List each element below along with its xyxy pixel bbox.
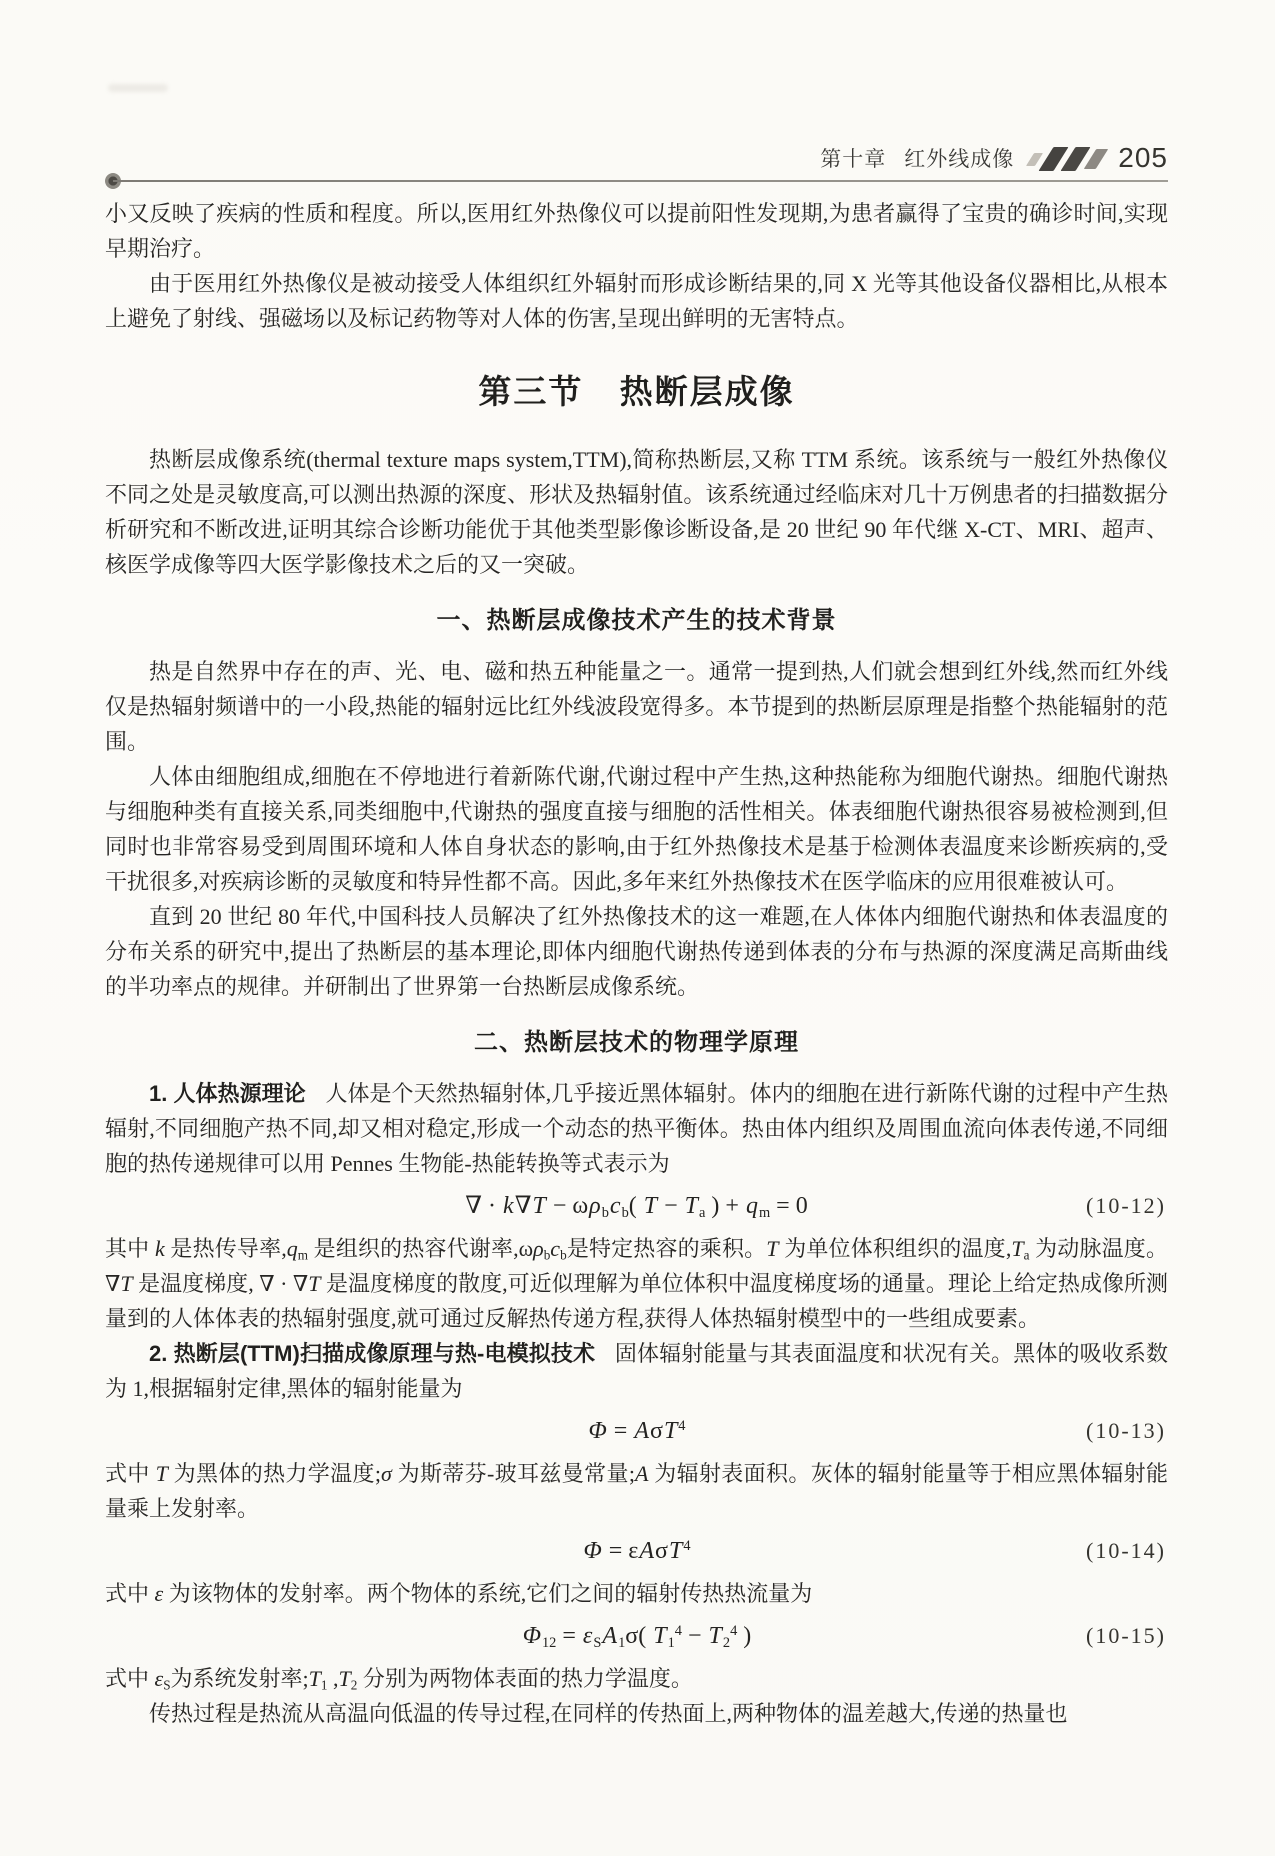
section-title-text: 热断层成像 bbox=[619, 373, 795, 410]
slash-mark-icon bbox=[1084, 149, 1108, 169]
equation-formula: Φ = εAσT$^4$ bbox=[583, 1538, 691, 1564]
paragraph: 式中 T 为黑体的热力学温度;σ 为斯蒂芬-玻耳兹曼常量;A 为辐射表面积。灰体的辐射能量等于相应黑体辐射能量乘上发射率。 bbox=[105, 1461, 1168, 1521]
paragraph bbox=[105, 1336, 1168, 1406]
equation bbox=[105, 1186, 1168, 1226]
paragraph: 人体由细胞组成,细胞在不停地进行着新陈代谢,代谢过程中产生热,这种热能称为细胞代谢热。细胞代谢热与细胞种类有直接关系,同类细胞中,代谢热的强度直接与细胞的活性相关。体表细胞代谢热很容易被检测到,但同时也非常容易受到周围环境和人体自身状态的影响,由于红外热像技术是基于检测体表温度来诊断疾病的,受干扰很多,对疾病诊断的灵敏度和特异性都不高。因此,多年来红外热像技术在医学临床的应用很难被认可。 bbox=[105, 764, 1168, 894]
paragraph: 小又反映了疾病的性质和程度。所以,医用红外热像仪可以提前阳性发现期,为患者赢得了宝贵的确诊时间,实现早期治疗。 bbox=[105, 201, 1168, 261]
paragraph: 传热过程是热流从高温向低温的传导过程,在同样的传热面上,两种物体的温差越大,传递的热量也 bbox=[149, 1701, 1068, 1726]
header-rule bbox=[113, 180, 1168, 182]
paragraph: 由于医用红外热像仪是被动接受人体组织红外辐射而形成诊断结果的,同 X 光等其他设备仪器相比,从根本上避免了射线、强磁场以及标记药物等对人体的伤害,呈现出鲜明的无害特点。 bbox=[105, 271, 1168, 331]
paragraph bbox=[105, 1076, 1168, 1181]
slash-mark-icon bbox=[1026, 153, 1043, 166]
equation-formula: $\Phi_{12} = \varepsilon_SA_1\sigma$( $T_1^4 - T_2^4$ ) bbox=[522, 1623, 752, 1652]
equation bbox=[105, 1411, 1168, 1451]
paragraph-text: 固体辐射能量与其表面温度和状况有关。黑体的吸收系数为 1,根据辐射定律,黑体的辐射能量为 bbox=[105, 1341, 1168, 1401]
paragraph: 直到 20 世纪 80 年代,中国科技人员解决了红外热像技术的这一难题,在人体体内细胞代谢热和体表温度的分布关系的研究中,提出了热断层的基本理论,即体内细胞代谢热传递到体表的分布与热源的深度满足高斯曲线的半功率点的规律。并研制出了世界第一台热断层成像系统。 bbox=[105, 904, 1168, 999]
page-body bbox=[105, 196, 1168, 1731]
paragraph: 热断层成像系统(thermal texture maps system,TTM),简称热断层,又称 TTM 系统。该系统与一般红外热像仪不同之处是灵敏度高,可以测出热源的深度、形状及热辐射值。该系统通过经临床对几十万例患者的扫描数据分析研究和不断改进,证明其综合诊断功能优于其他类型影像诊断设备,是 20 世纪 90 年代继 X-CT、MRI、超声、核医学成像等四大医学影像技术之后的又一突破。 bbox=[105, 447, 1168, 577]
list-item-lead: 1. 人体热源理论 bbox=[149, 1081, 306, 1106]
running-head bbox=[820, 143, 1014, 173]
equation-number: (10-14) bbox=[1086, 1538, 1166, 1563]
equation-number: (10-12) bbox=[1086, 1193, 1166, 1218]
page-header bbox=[105, 142, 1168, 186]
subsection-heading: 一、热断层成像技术产生的技术背景 bbox=[436, 607, 837, 634]
scan-artifact bbox=[108, 84, 168, 92]
paragraph: 式中 $\varepsilon_S$为系统发射率$;T_1$ $,T_2$ 分别为两物体表面的热力学温度。 bbox=[105, 1666, 693, 1693]
section-heading bbox=[105, 370, 1168, 414]
equation-number: (10-15) bbox=[1086, 1623, 1166, 1648]
chapter-title: 红外线成像 bbox=[904, 147, 1015, 171]
equation bbox=[105, 1531, 1168, 1571]
equation-formula: ∇ · $k\nabla T - \omega\rho_bc_b$( $T - T_a$ ) + $q_m = 0$ bbox=[465, 1193, 808, 1222]
decor-slashes-icon bbox=[1030, 145, 1102, 171]
paragraph: 其中 k 是热传导率$,q_m$ 是组织的热容代谢率$,\omega\rho_bc_b$是特定热容的乘积。T 为单位体积组织的温度$,T_a$ 为动脉温度。∇T 是温度梯度, ∇ · ∇T 是温度梯度的散度,可近似理解为单位体积中温度梯度场的通量。理论上给定热成像所测量到的人体体表的热辐射强度,就可通过反解热传递方程,获得人体热辐射模型中的一些组成要素。 bbox=[105, 1236, 1168, 1331]
paragraph-text: 人体是个天然热辐射体,几乎接近黑体辐射。体内的细胞在进行新陈代谢的过程中产生热辐射,不同细胞产热不同,却又相对稳定,形成一个动态的热平衡体。热由体内组织及周围血流向体表传递,不同细胞的热传递规律可以用 Pennes 生物能-热能转换等式表示为 bbox=[105, 1081, 1168, 1176]
page-number: 205 bbox=[1118, 142, 1168, 173]
equation bbox=[105, 1616, 1168, 1656]
section-label: 第三节 bbox=[478, 373, 584, 410]
paragraph: 式中 ε 为该物体的发射率。两个物体的系统,它们之间的辐射传热热流量为 bbox=[105, 1581, 813, 1606]
subsection-heading: 二、热断层技术的物理学原理 bbox=[474, 1029, 799, 1056]
chapter-label: 第十章 bbox=[820, 147, 887, 171]
list-item-lead: 2. 热断层(TTM)扫描成像原理与热-电模拟技术 bbox=[149, 1341, 596, 1366]
equation-formula: Φ = AσT$^4$ bbox=[588, 1418, 686, 1444]
paragraph: 热是自然界中存在的声、光、电、磁和热五种能量之一。通常一提到热,人们就会想到红外线,然而红外线仅是热辐射频谱中的一小段,热能的辐射远比红外线波段宽得多。本节提到的热断层原理是指整个热能辐射的范围。 bbox=[105, 659, 1168, 754]
equation-number: (10-13) bbox=[1086, 1418, 1166, 1443]
